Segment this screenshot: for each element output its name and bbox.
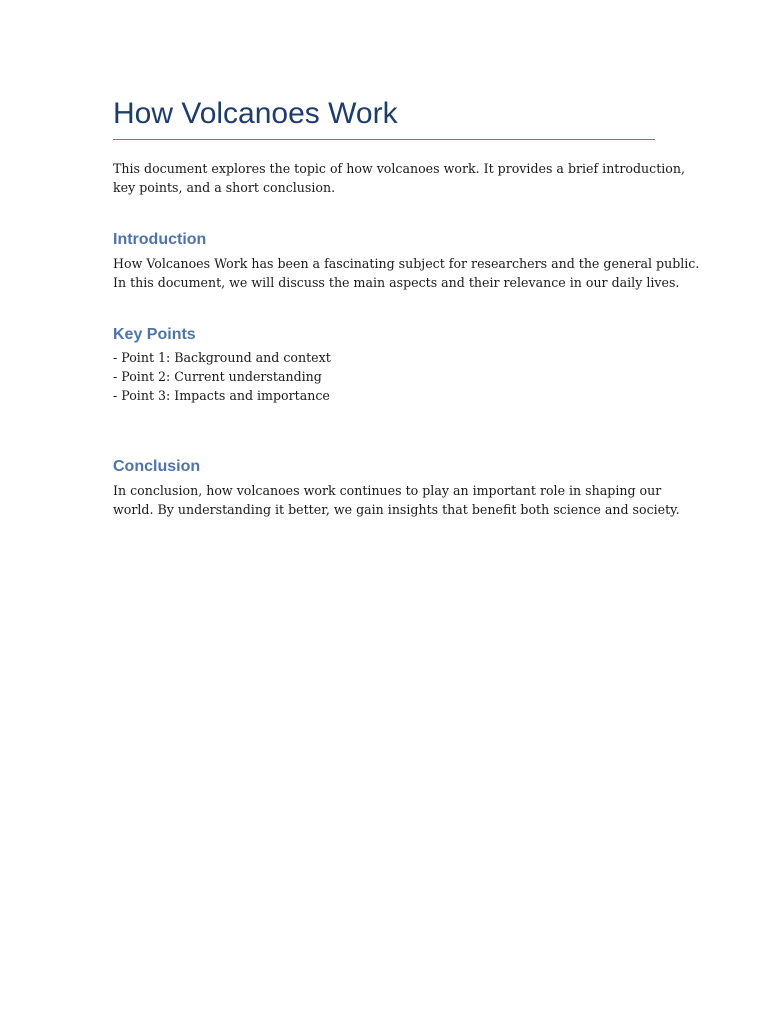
introduction-paragraph [113,254,700,292]
conclusion-heading: Conclusion [113,458,201,475]
intro-paragraph [113,159,685,197]
title-underline-rule [113,139,655,140]
document-title: How Volcanoes Work [113,97,398,130]
key-point-item: - Point 2: Current understanding [113,369,322,384]
intro-paragraph-line: This document explores the topic of how volcanoes work. It provides a brief introduction, [113,161,685,176]
key-points-heading: Key Points [113,326,196,343]
conclusion-paragraph-line: world. By understanding it better, we gain insights that benefit both science and society. [113,502,680,517]
introduction-paragraph-line: How Volcanoes Work has been a fascinating subject for researchers and the general public. [113,256,700,271]
intro-paragraph-line: key points, and a short conclusion. [113,180,336,195]
conclusion-paragraph [113,481,680,519]
introduction-heading: Introduction [113,231,207,248]
introduction-paragraph-line: In this document, we will discuss the main aspects and their relevance in our daily lives. [113,275,680,290]
key-point-item: - Point 1: Background and context [113,350,331,365]
key-point-item: - Point 3: Impacts and importance [113,388,330,403]
conclusion-paragraph-line: In conclusion, how volcanoes work continues to play an important role in shaping our [113,483,662,498]
key-points-list [113,348,331,405]
